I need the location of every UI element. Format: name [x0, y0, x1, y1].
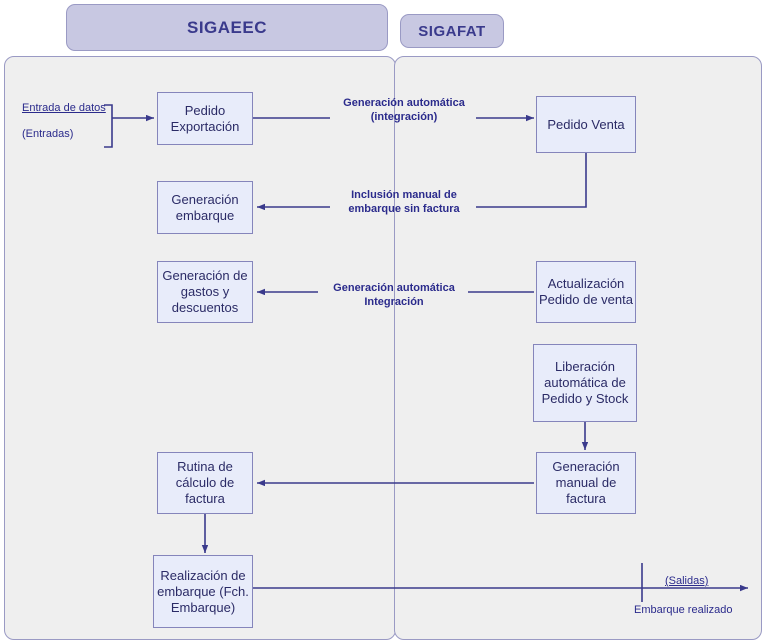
label-inclusion-manual: Inclusión manual de embarque sin factura	[348, 189, 460, 215]
lane-header-sigaeec	[66, 4, 388, 51]
box-generacion-embarque[interactable]	[157, 181, 253, 234]
box-realizacion-embarque[interactable]	[153, 555, 253, 628]
label-embarque-realizado: Embarque realizado	[634, 604, 733, 616]
box-pedido-exportacion-label: Pedido Exportación	[170, 102, 240, 134]
label-generacion-automatica-integracion: Generación automática (integración)	[343, 97, 465, 123]
box-actualizacion-pedido-venta-label: Actualización Pedido de venta	[539, 276, 633, 307]
lane-header-sigafat-label: SIGAFAT	[418, 22, 486, 40]
box-liberacion-automatica-label: Liberación automática de Pedido y Stock	[541, 359, 629, 406]
box-rutina-calculo-factura-label: Rutina de cálculo de factura	[175, 459, 235, 506]
box-generacion-gastos-descuentos-label: Generación de gastos y descuentos	[162, 268, 248, 315]
lane-header-sigafat	[400, 14, 504, 48]
label-entrada-de-datos: Entrada de datos	[22, 102, 106, 114]
box-generacion-gastos-descuentos[interactable]	[157, 261, 253, 323]
label-entradas: (Entradas)	[22, 128, 74, 140]
box-liberacion-automatica[interactable]	[533, 344, 637, 422]
box-pedido-venta-label: Pedido Venta	[547, 116, 625, 132]
box-generacion-manual-factura[interactable]	[536, 452, 636, 514]
box-rutina-calculo-factura[interactable]	[157, 452, 253, 514]
box-realizacion-embarque-label: Realización de embarque (Fch. Embarque)	[157, 567, 249, 615]
box-generacion-manual-factura-label: Generación manual de factura	[552, 459, 620, 506]
box-pedido-venta[interactable]	[536, 96, 636, 153]
label-salidas: (Salidas)	[665, 575, 709, 587]
box-generacion-embarque-label: Generación embarque	[171, 191, 239, 223]
box-pedido-exportacion[interactable]	[157, 92, 253, 145]
label-generacion-automatica-integracion-2: Generación automática Integración	[333, 282, 455, 308]
lane-header-sigaeec-label: SIGAEEC	[186, 17, 268, 37]
box-actualizacion-pedido-venta[interactable]	[536, 261, 636, 323]
